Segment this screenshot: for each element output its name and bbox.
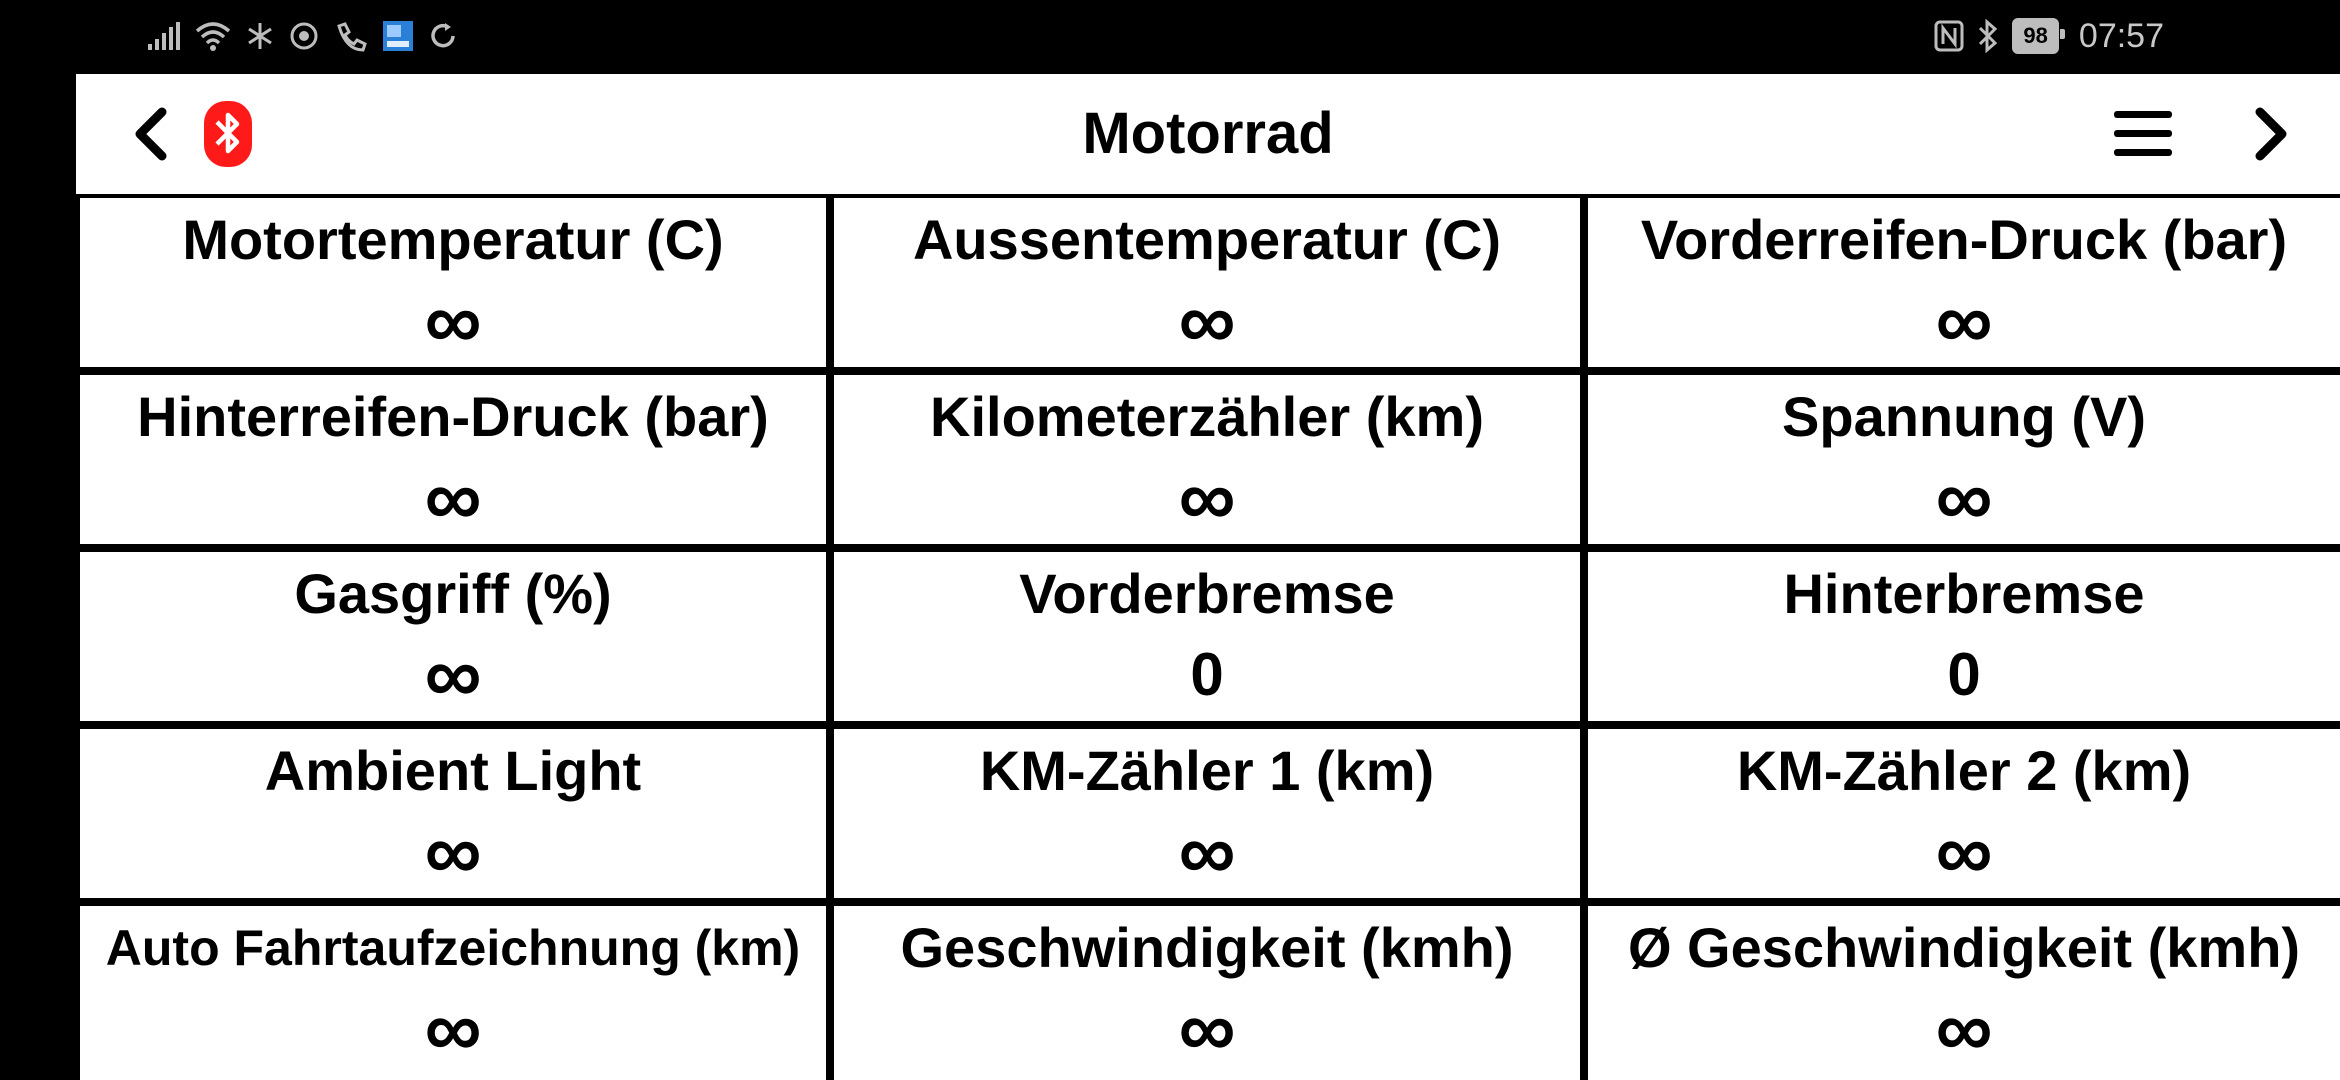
- tile-value: ∞: [1935, 984, 1993, 1073]
- tile-label: Ambient Light: [264, 739, 642, 802]
- tile-km-zaehler-2[interactable]: [1588, 729, 2340, 898]
- tile-label: Geschwindigkeit (kmh): [900, 916, 1514, 979]
- tile-geschwindigkeit[interactable]: [834, 906, 1580, 1080]
- tile-avg-geschwindigkeit[interactable]: [1588, 906, 2340, 1080]
- clock: 07:57: [2078, 16, 2164, 55]
- tile-value: ∞: [424, 453, 482, 542]
- phone-wifi-icon: [334, 16, 368, 56]
- tile-vorderreifen-druck[interactable]: [1588, 198, 2340, 367]
- status-bar-right-icons: [1934, 14, 2164, 58]
- tile-value: ∞: [1935, 276, 1993, 365]
- page-title: Motorrad: [1082, 101, 1334, 166]
- tile-label: Aussentemperatur (C): [912, 208, 1502, 271]
- tile-kilometerzaehler[interactable]: [834, 375, 1580, 544]
- tile-hinterbremse[interactable]: [1588, 552, 2340, 721]
- chevron-right-icon: [2252, 106, 2292, 162]
- tile-label: Motortemperatur (C): [182, 208, 724, 271]
- tile-motortemperatur[interactable]: [80, 198, 826, 367]
- tile-value: ∞: [1178, 453, 1236, 542]
- tile-label: Hinterbremse: [1783, 562, 2145, 625]
- tile-label: Vorderreifen-Druck (bar): [1640, 208, 2288, 271]
- bluetooth-icon: [1976, 16, 2000, 56]
- tile-spannung[interactable]: [1588, 375, 2340, 544]
- tile-label: Ø Geschwindigkeit (kmh): [1627, 916, 2301, 979]
- sync-spark-icon: [246, 16, 274, 56]
- tile-value: ∞: [424, 276, 482, 365]
- tile-label: Spannung (V): [1782, 385, 2146, 448]
- tile-ambient-light[interactable]: [80, 729, 826, 898]
- tile-value: ∞: [1935, 453, 1993, 542]
- tile-value: ∞: [1178, 807, 1236, 896]
- tile-label: Vorderbremse: [1019, 562, 1395, 625]
- refresh-icon: [428, 16, 458, 56]
- tile-auto-fahrtaufzeichnung[interactable]: [80, 906, 826, 1080]
- tile-value: ∞: [424, 984, 482, 1073]
- tile-value: ∞: [424, 807, 482, 896]
- tile-label: Auto Fahrtaufzeichnung (km): [105, 920, 801, 976]
- tile-label: KM-Zähler 1 (km): [979, 739, 1435, 802]
- top-bar: [76, 74, 2340, 194]
- tile-gasgriff[interactable]: [80, 552, 826, 721]
- tile-value: 0: [1190, 641, 1224, 708]
- tile-value: ∞: [1178, 276, 1236, 365]
- forward-button[interactable]: [2242, 102, 2302, 166]
- app-notification-icon: [382, 16, 414, 56]
- tile-value: ∞: [1935, 807, 1993, 896]
- hamburger-menu-icon: [2112, 109, 2174, 159]
- menu-button[interactable]: [2110, 104, 2176, 164]
- nfc-icon: [1934, 16, 1964, 56]
- tile-km-zaehler-1[interactable]: [834, 729, 1580, 898]
- app-screen: [76, 74, 2340, 1080]
- location-icon: [288, 16, 320, 56]
- signal-icon: [148, 16, 180, 56]
- tile-value: ∞: [1178, 984, 1236, 1073]
- wifi-icon: [194, 16, 232, 56]
- tile-vorderbremse[interactable]: [834, 552, 1580, 721]
- tile-value: 0: [1947, 641, 1981, 708]
- tile-label: Hinterreifen-Druck (bar): [137, 385, 769, 448]
- battery-indicator: 98: [2012, 18, 2058, 54]
- tile-hinterreifen-druck[interactable]: [80, 375, 826, 544]
- tile-label: Kilometerzähler (km): [930, 385, 1484, 448]
- tile-value: ∞: [424, 630, 482, 719]
- sensor-grid: [76, 194, 2340, 1080]
- tile-label: KM-Zähler 2 (km): [1736, 739, 2192, 802]
- status-bar-left-icons: [148, 14, 458, 58]
- tile-aussentemperatur[interactable]: [834, 198, 1580, 367]
- tile-label: Gasgriff (%): [294, 562, 612, 625]
- status-bar: [0, 0, 2340, 72]
